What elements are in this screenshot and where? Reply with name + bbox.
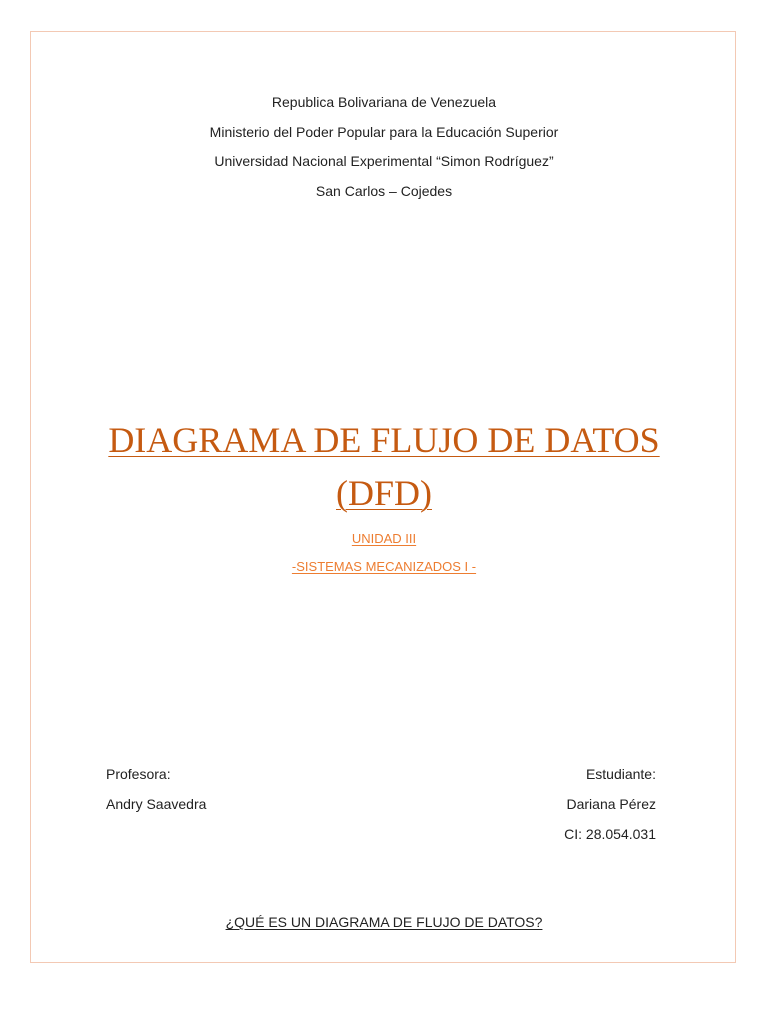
- section-heading: ¿QUÉ ES UN DIAGRAMA DE FLUJO DE DATOS?: [225, 914, 543, 930]
- student-label: Estudiante:: [585, 766, 656, 782]
- student-name: Dariana Pérez: [566, 796, 656, 812]
- header-country: Republica Bolivariana de Venezuela: [271, 94, 497, 110]
- professor-name: Andry Saavedra: [106, 796, 207, 812]
- header-university: Universidad Nacional Experimental “Simon Rodríguez”: [214, 153, 554, 169]
- header-location: San Carlos – Cojedes: [315, 182, 453, 199]
- professor-info: [106, 759, 206, 819]
- document-subtitle: [0, 525, 768, 581]
- student-id: CI: 28.054.031: [564, 826, 656, 842]
- student-info: [564, 759, 656, 849]
- course-label: -SISTEMAS MECANIZADOS I -: [291, 559, 477, 574]
- professor-label: Profesora:: [106, 766, 171, 782]
- title-line-2: (DFD): [336, 473, 432, 513]
- title-line-1: DIAGRAMA DE FLUJO DE DATOS: [108, 420, 660, 460]
- header-ministry: Ministerio del Poder Popular para la Educación Superior: [209, 123, 559, 140]
- document-title: [0, 414, 768, 520]
- unit-label: UNIDAD III: [351, 531, 417, 546]
- institution-header: [0, 88, 768, 206]
